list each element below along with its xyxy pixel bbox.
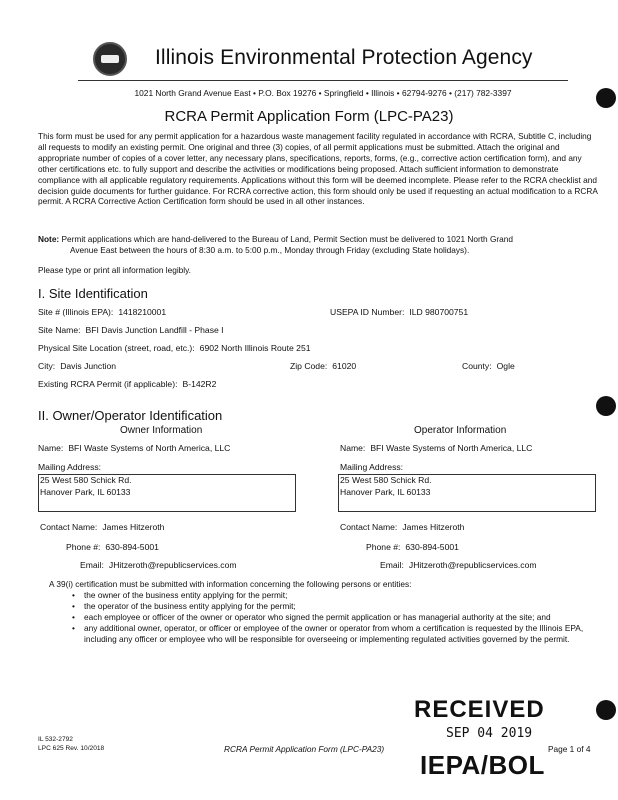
zip-code-value: 61020	[332, 361, 357, 371]
operator-phone-value: 630-894-5001	[405, 542, 459, 552]
owner-name-value: BFI Waste Systems of North America, LLC	[68, 443, 231, 453]
page-number: Page 1 of 4	[548, 744, 591, 754]
site-number-label: Site # (Illinois EPA):	[38, 307, 114, 317]
owner-contact-label: Contact Name:	[40, 522, 98, 532]
operator-name-value: BFI Waste Systems of North America, LLC	[370, 443, 533, 453]
bureau-stamp: IEPA/BOL	[420, 750, 545, 780]
owner-contact-field[interactable]	[40, 522, 164, 532]
existing-permit-value: B-142R2	[182, 379, 217, 389]
received-date-stamp: SEP 04 2019	[446, 726, 533, 741]
operator-email-field[interactable]	[380, 560, 537, 570]
usepa-id-field[interactable]	[330, 307, 468, 317]
existing-permit-field[interactable]	[38, 379, 216, 389]
intro-paragraph: This form must be used for any permit application for a hazardous waste management facility regulated in accordance with RCRA, Subtitle C, including all requests to modify an existing permit. One original and three (3) copies, of all permit applications must be submitted. Attach the original and appropriate number of copies of a cover letter, any necessary plans, specifications, reports, forms, (e.g., corrective action certification form), and any other certifications etc. to fully support and describe the activities or modifications being proposed. Attach sufficient information to demonstrate compliance with all applicable regulatory requirements. Applications without this form will be deemed incomplete. Please refer to the RCRA checklist and decision guide documents for further guidance. For RCRA corrective action, this form should only be used if requesting an actual modification to a RCRA permit. A RCRA Corrective Action Certification form should be used in all other instances.	[38, 131, 598, 207]
received-stamp: RECEIVED	[414, 696, 545, 723]
operator-phone-field[interactable]	[366, 542, 459, 552]
site-name-value: BFI Davis Junction Landfill - Phase I	[85, 325, 224, 335]
certification-item: • the operator of the business entity applying for the permit;	[72, 601, 602, 612]
city-field[interactable]	[38, 361, 116, 371]
punch-hole-icon	[596, 396, 616, 416]
operator-mailing-label: Mailing Address:	[340, 462, 404, 472]
city-value: Davis Junction	[60, 361, 117, 371]
county-value: Ogle	[496, 361, 515, 371]
agency-address: 1021 North Grand Avenue East • P.O. Box 19276 • Springfield • Illinois • 62794-9276 • (217) 782-3397	[134, 88, 512, 98]
note-line-1: Permit applications which are hand-delivered to the Bureau of Land, Permit Section must be delivered to 1021 North Grand	[61, 234, 514, 244]
owner-phone-field[interactable]	[66, 542, 159, 552]
usepa-id-label: USEPA ID Number:	[330, 307, 405, 317]
owner-name-label: Name:	[38, 443, 64, 453]
owner-mailing-label: Mailing Address:	[38, 462, 102, 472]
operator-email-label: Email:	[380, 560, 404, 570]
please-type-instruction: Please type or print all information legibly.	[38, 265, 191, 275]
operator-contact-label: Contact Name:	[340, 522, 398, 532]
footer-form-title: RCRA Permit Application Form (LPC-PA23)	[224, 744, 385, 754]
header-rule	[78, 80, 568, 81]
operator-contact-value: James Hitzeroth	[402, 522, 465, 532]
punch-hole-icon	[596, 700, 616, 720]
owner-phone-value: 630-894-5001	[105, 542, 159, 552]
form-title: RCRA Permit Application Form (LPC-PA23)	[164, 108, 454, 125]
existing-permit-label: Existing RCRA Permit (if applicable):	[38, 379, 178, 389]
operator-mailing-address-box[interactable]	[338, 474, 596, 512]
city-label: City:	[38, 361, 56, 371]
zip-code-field[interactable]	[290, 361, 356, 371]
certification-item: • each employee or officer of the owner or operator who signed the permit application or has managerial authority at the site; and	[72, 612, 602, 623]
operator-address-line-2: Hanover Park, IL 60133	[340, 486, 431, 497]
owner-info-title: Owner Information	[120, 425, 203, 436]
site-location-field[interactable]	[38, 343, 311, 353]
note-line-2: Avenue East between the hours of 8:30 a.m. to 5:00 p.m., Monday through Friday (excluding State holidays).	[70, 245, 470, 255]
certification-intro: A 39(i) certification must be submitted with information concerning the following persons or entities:	[49, 579, 412, 589]
certification-item: • the owner of the business entity applying for the permit;	[72, 590, 602, 601]
owner-address-line-1: 25 West 580 Schick Rd.	[40, 475, 132, 485]
owner-contact-value: James Hitzeroth	[102, 522, 165, 532]
zip-code-label: Zip Code:	[290, 361, 328, 371]
note-paragraph	[38, 234, 598, 256]
certification-item: • any additional owner, operator, or officer or employee of the owner or operator from whom a certification is requested by the Illinois EPA, including any officer or employee who will be responsible for overseeing or implementing regulated activities governed by the permit.	[72, 623, 602, 645]
operator-name-label: Name:	[340, 443, 366, 453]
owner-email-value: JHitzeroth@republicservices.com	[108, 560, 237, 570]
operator-name-field[interactable]	[340, 443, 532, 453]
owner-mailing-address-box[interactable]	[38, 474, 296, 512]
footer-revision: LPC 625 Rev. 10/2018	[38, 745, 105, 752]
owner-email-field[interactable]	[80, 560, 237, 570]
operator-address-line-1: 25 West 580 Schick Rd.	[340, 475, 432, 485]
owner-phone-label: Phone #:	[66, 542, 101, 552]
site-name-label: Site Name:	[38, 325, 81, 335]
footer-form-code: IL 532-2792	[38, 736, 73, 743]
certification-list	[72, 590, 602, 645]
owner-email-label: Email:	[80, 560, 104, 570]
site-location-value: 6902 North Illinois Route 251	[199, 343, 311, 353]
site-location-label: Physical Site Location (street, road, etc.):	[38, 343, 195, 353]
operator-phone-label: Phone #:	[366, 542, 401, 552]
operator-info-title: Operator Information	[414, 425, 507, 436]
site-number-value: 1418210001	[118, 307, 167, 317]
site-identification-heading: I. Site Identification	[38, 286, 148, 301]
operator-contact-field[interactable]	[340, 522, 464, 532]
operator-email-value: JHitzeroth@republicservices.com	[408, 560, 537, 570]
agency-name: Illinois Environmental Protection Agency	[155, 46, 533, 69]
usepa-id-value: ILD 980700751	[409, 307, 469, 317]
note-label: Note:	[38, 234, 60, 244]
punch-hole-icon	[596, 88, 616, 108]
owner-name-field[interactable]	[38, 443, 230, 453]
site-name-field[interactable]	[38, 325, 224, 335]
owner-operator-heading: II. Owner/Operator Identification	[38, 408, 223, 423]
county-label: County:	[462, 361, 492, 371]
agency-seal-icon	[93, 42, 127, 76]
site-number-field[interactable]	[38, 307, 166, 317]
county-field[interactable]	[462, 361, 515, 371]
owner-address-line-2: Hanover Park, IL 60133	[40, 486, 131, 497]
